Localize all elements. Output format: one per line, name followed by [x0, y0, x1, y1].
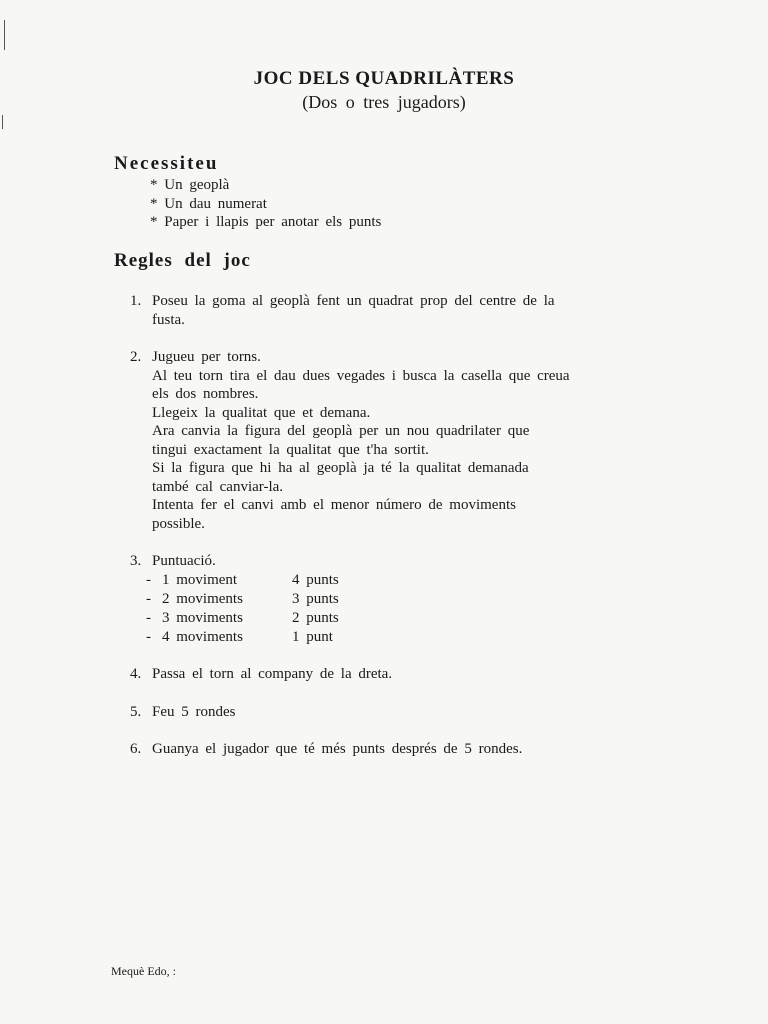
list-item: * Un geoplà — [150, 177, 230, 193]
needs-heading: Necessiteu — [114, 153, 219, 174]
rule-text: tingui exactament la qualitat que t'ha sortit. — [152, 441, 429, 458]
rule-1 — [130, 292, 555, 329]
rule-5 — [130, 703, 236, 722]
rule-text: Ara canvia la figura del geoplà per un nou quadrilater que — [152, 423, 530, 439]
rule-6 — [130, 740, 522, 759]
rule-2 — [130, 348, 570, 533]
rule-text: Guanya el jugador que té més punts després de 5 rondes. — [152, 741, 523, 757]
scoring-row — [146, 590, 339, 609]
scoring-row — [146, 609, 339, 628]
scoring-moves: 3 moviments — [162, 610, 243, 626]
scoring-moves: 4 moviments — [162, 629, 243, 645]
scoring-points: 1 punt — [292, 629, 333, 645]
scoring-dash: - — [146, 629, 151, 645]
rule-text: també cal canviar-la. — [152, 478, 284, 495]
rule-3 — [130, 552, 216, 571]
scan-margin-mark — [4, 20, 5, 50]
needs-list — [150, 176, 381, 232]
rules-heading: Regles del joc — [114, 250, 251, 271]
page-title: JOC DELS QUADRILÀTERS — [253, 68, 515, 89]
scoring-table — [146, 571, 339, 647]
rule-text: Jugueu per torns. — [152, 349, 261, 365]
scoring-dash: - — [146, 610, 151, 626]
rule-text: Puntuació. — [152, 553, 216, 569]
list-item: * Paper i llapis per anotar els punts — [150, 214, 382, 230]
rule-text: Si la figura que hi ha al geoplà ja té la qualitat demanada — [152, 460, 529, 476]
scoring-moves: 1 moviment — [162, 572, 238, 588]
scoring-points: 3 punts — [292, 591, 339, 607]
rule-number: 3. — [130, 553, 142, 569]
page-subtitle: (Dos o tres jugadors) — [302, 92, 466, 112]
list-item: * Un dau numerat — [150, 195, 267, 212]
footer-credit: Mequè Edo, : — [111, 964, 176, 978]
rule-text: els dos nombres. — [152, 386, 259, 402]
rule-number: 4. — [130, 666, 142, 682]
rule-number: 2. — [130, 349, 142, 365]
scoring-row — [146, 571, 339, 590]
scoring-points: 2 punts — [292, 610, 339, 626]
rule-text: possible. — [152, 515, 205, 532]
rule-number: 5. — [130, 704, 142, 720]
rule-4 — [130, 665, 392, 684]
rule-text: Al teu torn tira el dau dues vegades i busca la casella que creua — [152, 367, 570, 384]
rule-number: 1. — [130, 293, 142, 309]
rule-text: Llegeix la qualitat que et demana. — [152, 404, 371, 421]
scoring-moves: 2 moviments — [162, 591, 243, 607]
scoring-points: 4 punts — [292, 572, 339, 588]
rule-text: Feu 5 rondes — [152, 704, 236, 720]
rule-text: fusta. — [152, 311, 185, 328]
rule-text: Passa el torn al company de la dreta. — [152, 666, 393, 682]
rule-number: 6. — [130, 741, 142, 757]
scoring-row — [146, 628, 339, 647]
scoring-dash: - — [146, 572, 151, 588]
rule-text: Poseu la goma al geoplà fent un quadrat prop del centre de la — [152, 293, 555, 309]
scan-margin-mark — [2, 115, 3, 129]
scoring-dash: - — [146, 591, 151, 607]
rule-text: Intenta fer el canvi amb el menor número de moviments — [152, 497, 516, 513]
